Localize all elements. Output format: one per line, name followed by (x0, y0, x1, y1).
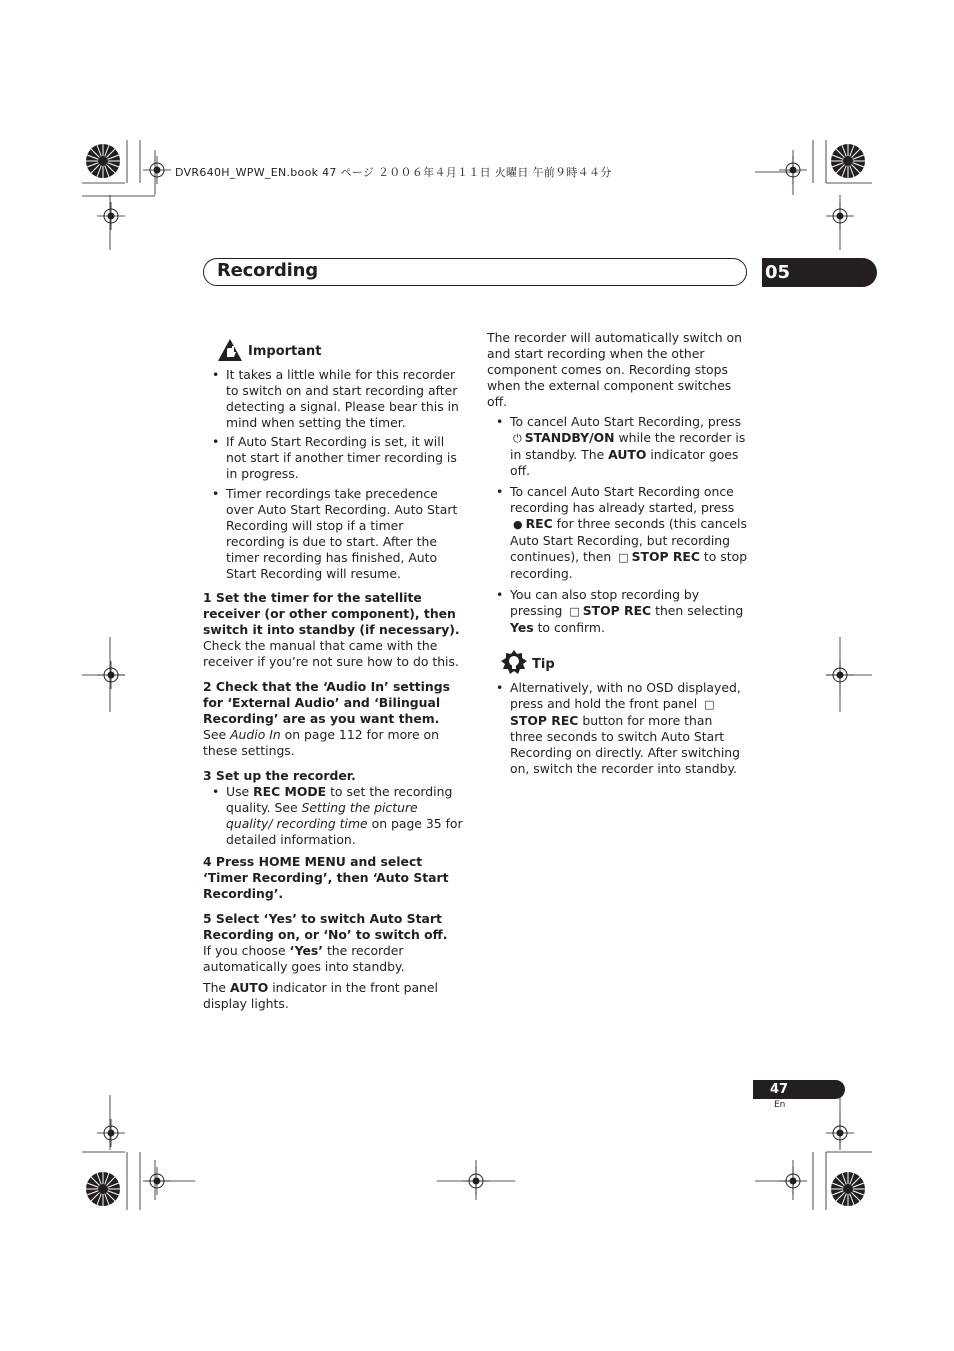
step-2-body: See Audio In on page 112 for more on these settings. (203, 727, 439, 758)
cancel-list (487, 414, 749, 636)
page-number: 47 (753, 1080, 845, 1099)
list-item: • Timer recordings take precedence over Auto Start Recording. Auto Start Recording will stop if a timer recording is due to start. After the timer recording has finished, Auto Start Recording will resume. (203, 486, 465, 582)
step-5-title: 5 Select ‘Yes’ to switch Auto Start Recording on, or ‘No’ to switch off. (203, 911, 448, 942)
important-label: Important (248, 344, 322, 359)
list-item: • To cancel Auto Start Recording, press ⏻ STANDBY/ON while the recorder is in standby. The AUTO indicator goes off. (487, 414, 749, 479)
step-1-body: Check the manual that came with the receiver if you’re not sure how to do this. (203, 638, 459, 669)
right-intro: The recorder will automatically switch on and start recording when the other component comes on. Recording stops when the external component switches off. (487, 330, 742, 409)
important-list (203, 367, 465, 582)
step-4-title: 4 Press HOME MENU and select ‘Timer Recording’, then ‘Auto Start Recording’. (203, 854, 449, 901)
stop-icon: □ (704, 698, 715, 711)
important-heading (217, 337, 465, 363)
list-item: • You can also stop recording by pressing □ STOP REC then selecting Yes to confirm. (487, 587, 749, 636)
step-5-body: If you choose ‘Yes’ the recorder automatically goes into standby. (203, 943, 405, 974)
tip-heading (501, 650, 749, 676)
important-icon (217, 338, 243, 362)
chapter-title: Recording (217, 260, 318, 281)
list-item: • To cancel Auto Start Recording once recording has already started, press ● REC for three seconds (this cancels Auto Start Recording, but recording continues), then □ STOP REC to stop recording. (487, 484, 749, 582)
list-item: • Use REC MODE to set the recording quality. See Setting the picture quality/ recording time on page 35 for detailed information. (203, 784, 465, 848)
stop-icon: □ (618, 551, 629, 564)
step-2-title: 2 Check that the ‘Audio In’ settings for ‘External Audio’ and ‘Bilingual Recording’ are as you want them. (203, 679, 450, 726)
auto-indicator-note: The AUTO indicator in the front panel display lights. (203, 980, 438, 1011)
record-icon: ● (513, 518, 523, 531)
right-column (487, 330, 749, 782)
page-language: En (774, 1100, 786, 1110)
chapter-number: 05 (762, 258, 877, 287)
lightbulb-icon (501, 650, 527, 676)
step-3-title: 3 Set up the recorder. (203, 768, 356, 783)
list-item: • Alternatively, with no OSD displayed, press and hold the front panel □STOP REC button for more than three seconds to switch Auto Start Recording on directly. After switching on, switch the recorder into standby. (487, 680, 749, 777)
step-1-title: 1 Set the timer for the satellite receiver (or other component), then switch it into standby (if necessary). (203, 590, 460, 637)
list-item: • If Auto Start Recording is set, it will not start if another timer recording is in progress. (203, 434, 465, 482)
list-item: • It takes a little while for this recorder to switch on and start recording after detecting a signal. Please bear this in mind when setting the timer. (203, 367, 465, 431)
tip-list (487, 680, 749, 777)
stop-icon: □ (569, 605, 580, 618)
tip-label: Tip (532, 657, 555, 672)
left-column (203, 337, 465, 1012)
step-3-list (203, 784, 465, 848)
power-icon: ⏻ (513, 432, 522, 445)
chapter-header (203, 258, 747, 286)
printer-slug: DVR640H_WPW_EN.book 47 ページ ２００６年４月１１日 火曜日 午前９時４４分 (175, 166, 612, 179)
